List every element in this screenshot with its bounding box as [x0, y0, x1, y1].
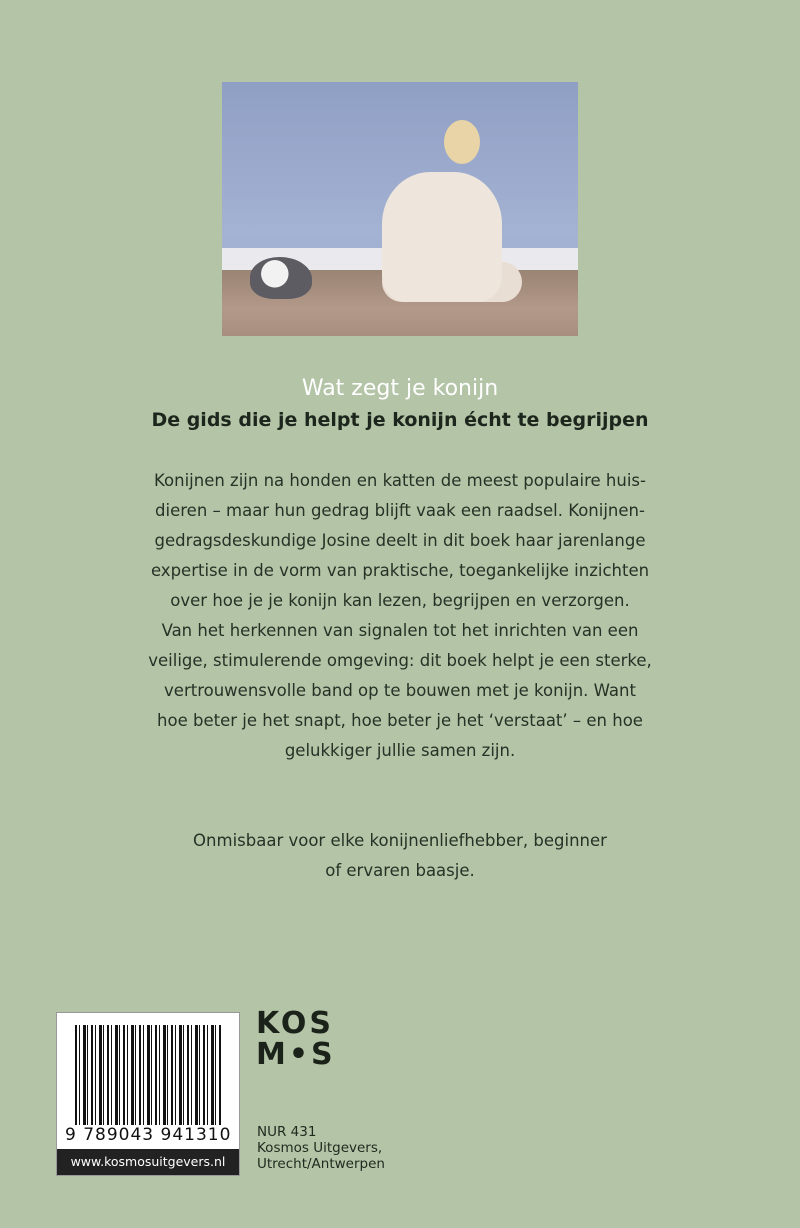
logo-line-1: KOS: [256, 1006, 335, 1041]
line: gedragsdeskundige Josine deelt in dit boek haar jarenlange: [154, 531, 646, 550]
publisher-city: Utrecht/Antwerpen: [257, 1156, 385, 1172]
line: hoe beter je het snapt, hoe beter je het ‘verstaat’ – en hoe: [157, 711, 643, 730]
nur-code: NUR 431: [257, 1124, 317, 1140]
isbn-number: 9 789043 941310: [65, 1125, 232, 1145]
line: Onmisbaar voor elke konijnenliefhebber, beginner: [193, 831, 607, 850]
line: expertise in de vorm van praktische, toegankelijke inzichten: [150, 561, 650, 580]
book-title: Wat zegt je konijn: [301, 376, 499, 401]
publisher-info: [257, 1124, 385, 1172]
line: Van het herkennen van signalen tot het inrichten van een: [161, 621, 639, 640]
line: gelukkiger jullie samen zijn.: [284, 741, 516, 760]
kosmos-logo: [256, 1008, 336, 1070]
isbn-barcode: [56, 1012, 240, 1176]
author-photo: [222, 82, 578, 336]
logo-line-2: M•S: [256, 1037, 336, 1072]
blurb-paragraph-2: [100, 616, 700, 766]
blurb-paragraph-1: [100, 466, 700, 616]
woman: [382, 172, 502, 302]
line: over hoe je je konijn kan lezen, begrijpen en verzorgen.: [170, 591, 630, 610]
woman-head: [444, 120, 480, 164]
line: Konijnen zijn na honden en katten de meest populaire huis-: [154, 471, 646, 490]
book-subtitle: De gids die je helpt je konijn écht te begrijpen: [151, 409, 649, 431]
blurb-paragraph-3: [100, 826, 700, 886]
line: dieren – maar hun gedrag blijft vaak een raadsel. Konijnen-: [155, 501, 645, 520]
line: veilige, stimulerende omgeving: dit boek helpt je een sterke,: [148, 651, 652, 670]
publisher-name: Kosmos Uitgevers,: [257, 1140, 383, 1156]
rabbit: [250, 257, 312, 299]
line: of ervaren baasje.: [325, 861, 475, 880]
line: vertrouwensvolle band op te bouwen met je konijn. Want: [164, 681, 636, 700]
barcode-bars: [75, 1025, 223, 1125]
publisher-url: www.kosmosuitgevers.nl: [57, 1149, 239, 1175]
